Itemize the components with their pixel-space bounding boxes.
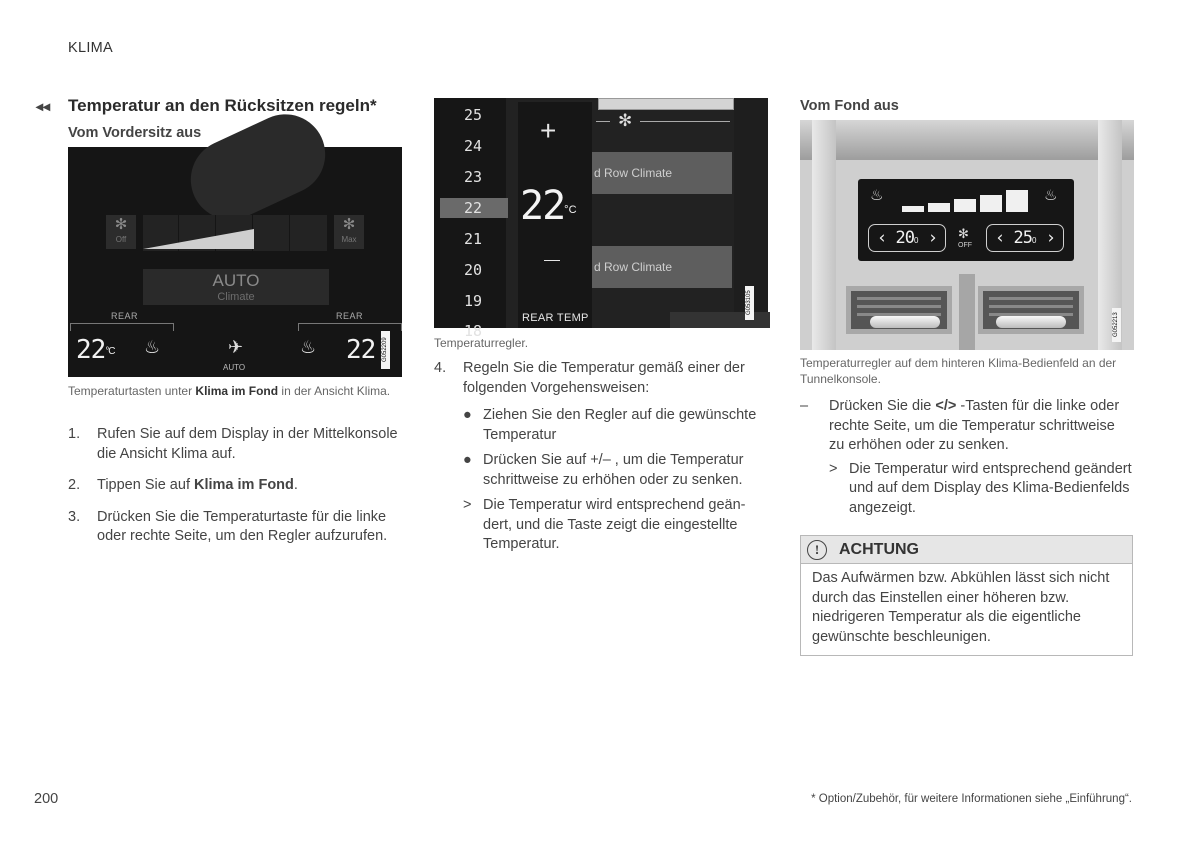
- result-icon: >: [463, 497, 472, 513]
- auto-climate-button: [143, 269, 329, 305]
- rear-temp-label: REAR TEMP: [522, 312, 589, 324]
- fan-level-bar: [143, 215, 327, 251]
- fan-max-label: Max: [341, 235, 357, 244]
- row-climate-button: d Row Climate: [592, 152, 732, 194]
- section-title: [36, 96, 377, 116]
- instruction-text: Drücken Sie die: [829, 398, 936, 414]
- rear-instructions: [800, 397, 1134, 518]
- right-temp-control: ‹ $25^0$ ›: [986, 224, 1064, 252]
- warning-icon: !: [807, 540, 827, 560]
- image-code: G052209: [381, 331, 390, 369]
- half-degree: 0: [1032, 236, 1037, 245]
- back-arrows-icon[interactable]: ◂◂: [36, 98, 51, 114]
- step-text: Drücken Sie die Temperaturtaste für die linke oder rechte Seite, um den Regler aufzurufen.: [97, 508, 388, 544]
- step-number: 4.: [434, 360, 447, 376]
- step-text: Tippen Sie auf: [97, 477, 194, 493]
- figure-caption-1: [68, 383, 402, 399]
- fan-line: [640, 121, 730, 122]
- plus-icon: +: [540, 115, 557, 146]
- rear-left-bracket: [70, 323, 174, 331]
- warning-header: [801, 536, 1132, 564]
- method-list: [434, 406, 768, 555]
- bullet-text: Ziehen Sie den Regler auf die gewünschte Temperatur: [483, 407, 757, 443]
- step-text: Rufen Sie auf dem Display in der Mittelkonsole die Ansicht Klima auf.: [97, 426, 398, 462]
- step-number: 2.: [68, 477, 81, 493]
- caption-text: Temperaturtasten unter: [68, 384, 196, 398]
- vent-shadow: [178, 101, 339, 233]
- list-item: [800, 397, 1134, 456]
- seat-heat-icon: ♨: [870, 187, 884, 204]
- rear-right-temp-value: 22: [346, 335, 376, 365]
- section-title-text: Temperatur an den Rücksitzen regeln*: [68, 96, 377, 115]
- page-number: 200: [34, 791, 59, 807]
- step-4: [434, 359, 768, 561]
- list-item: [463, 406, 768, 445]
- warning-box: [800, 535, 1133, 656]
- vent-knob: [996, 316, 1066, 328]
- fan-off-button: [106, 215, 136, 249]
- airflow-auto-icon: ✈: [228, 337, 244, 357]
- fan-off-label: OFF: [958, 242, 972, 249]
- fan-segment: [254, 215, 290, 251]
- figure-caption-3: Temperaturregler auf dem hinteren Klima-Bedienfeld an der Tunnelkonsole.: [800, 356, 1117, 386]
- current-temp-value: 22: [520, 183, 565, 229]
- fan-icon: ✻: [958, 226, 969, 241]
- vent-knob: [870, 316, 940, 328]
- fan-icon: ✻: [114, 216, 128, 233]
- rear-left-label: REAR: [111, 311, 139, 321]
- list-item: [68, 425, 398, 464]
- list-item: [463, 451, 768, 490]
- image-code: G053105: [745, 286, 754, 320]
- step-text: .: [293, 477, 298, 493]
- vent-slat: [989, 297, 1073, 300]
- center-divider: [959, 274, 975, 350]
- step-number: 1.: [68, 426, 81, 442]
- fan-icon: ✻: [342, 216, 356, 233]
- seat-heat-icon: ♨: [300, 337, 317, 357]
- scale-tick: 22: [464, 199, 483, 217]
- scale-tick: 24: [464, 137, 483, 155]
- scale-tick: 18: [464, 322, 483, 340]
- list-item: [463, 496, 768, 555]
- bullet-icon: ●: [463, 407, 472, 423]
- fan-line: [596, 121, 610, 122]
- console-pillar: [812, 120, 836, 350]
- rear-right-temp: [346, 335, 375, 365]
- fan-level-bar: [598, 98, 734, 110]
- rear-left-temp: [76, 335, 115, 365]
- fan-step: [902, 206, 924, 212]
- fan-segment: [291, 215, 327, 251]
- list-item: [68, 476, 398, 496]
- left-temp-control: ‹ $20^0$ ›: [868, 224, 946, 252]
- rear-panel-image: [800, 120, 1134, 350]
- seat-heat-icon: ♨: [1044, 187, 1058, 204]
- bullet-icon: ●: [463, 452, 472, 468]
- fan-step: [980, 195, 1002, 212]
- result-text: Die Temperatur wird entsprechend geändert und auf dem Display des Klima-Bedienfelds angezeigt.: [849, 460, 1132, 516]
- right-temp-value: 25: [1013, 228, 1033, 248]
- front-display-image: [68, 147, 402, 377]
- console-top: [800, 120, 1134, 160]
- vent-slat: [857, 297, 941, 300]
- bullet-text: Drücken Sie auf +/– , um die Temperatur schrittweise zu erhöhen oder zu senken.: [483, 452, 744, 488]
- fan-off-label: Off: [115, 235, 127, 244]
- steps-list: [68, 425, 398, 559]
- rear-right-bracket: [298, 323, 402, 331]
- list-item: [434, 359, 768, 398]
- list-item: [68, 508, 398, 547]
- auto-label: AUTO: [212, 271, 260, 290]
- temp-unit: °C: [564, 204, 577, 216]
- running-header: KLIMA: [68, 40, 114, 56]
- fan-icon: ✻: [618, 111, 633, 130]
- fan-step: [954, 199, 976, 212]
- list-item: [800, 460, 1134, 519]
- figure-caption-2: Temperaturregler.: [434, 336, 529, 350]
- rear-right-label: REAR: [336, 311, 364, 321]
- scale-tick: 25: [464, 106, 483, 124]
- fan-step: [1006, 190, 1028, 212]
- climate-label: Climate: [217, 291, 255, 303]
- image-corner: [670, 312, 770, 328]
- dash-icon: –: [800, 398, 809, 414]
- scale-tick: 23: [464, 168, 483, 186]
- fan-max-button: [334, 215, 364, 249]
- caption-bold: Klima im Fond: [195, 384, 279, 398]
- seat-heat-icon: ♨: [144, 337, 161, 357]
- warning-text: Das Aufwärmen bzw. Abkühlen lässt sich nicht durch das Einstellen einer höheren bzw. niedrigeren Temperatur als die eigentliche gewünschte beschleunigen.: [812, 570, 1110, 645]
- temperature-slider-image: [434, 98, 768, 340]
- step-bold: Klima im Fond: [194, 477, 294, 493]
- result-icon: >: [829, 460, 838, 477]
- footnote: * Option/Zubehör, für weitere Informationen siehe „Einführung“.: [811, 793, 1132, 805]
- left-temp-value: 20: [895, 228, 915, 248]
- scale-tick: 21: [464, 230, 483, 248]
- bullet-text: Die Temperatur wird entsprechend geändert, und die Taste zeigt die eingestellte Temperatur.: [483, 497, 746, 552]
- airflow-auto-label: AUTO: [223, 363, 246, 372]
- subtitle-front-seat: Vom Vordersitz aus: [68, 125, 202, 141]
- rear-left-temp-value: 22: [76, 335, 106, 365]
- row-climate-button: d Row Climate: [592, 246, 732, 288]
- key-label: </>: [935, 398, 957, 414]
- caption-text: in der Ansicht Klima.: [278, 384, 391, 398]
- instruction-text: -Tasten für die linke oder rechte Seite, um die Temperatur schrittweise zu erhöhen oder zu senken.: [829, 398, 1120, 453]
- scale-tick: 19: [464, 292, 483, 310]
- vent-slat: [857, 305, 941, 308]
- temp-unit: °C: [105, 346, 115, 357]
- fan-step: [928, 203, 950, 212]
- minus-icon: [544, 260, 560, 261]
- image-code: G052213: [1112, 308, 1121, 342]
- half-degree: 0: [914, 236, 919, 245]
- subtitle-rear-seat: Vom Fond aus: [800, 98, 899, 114]
- scale-tick: 20: [464, 261, 483, 279]
- current-temp: [520, 184, 577, 228]
- step-number: 3.: [68, 508, 81, 525]
- fan-level-ramp: [143, 215, 255, 251]
- warning-title: ACHTUNG: [839, 541, 919, 558]
- step-text: Regeln Sie die Temperatur gemäß einer der folgenden Vorgehensweisen:: [463, 360, 745, 396]
- vent-slat: [989, 305, 1073, 308]
